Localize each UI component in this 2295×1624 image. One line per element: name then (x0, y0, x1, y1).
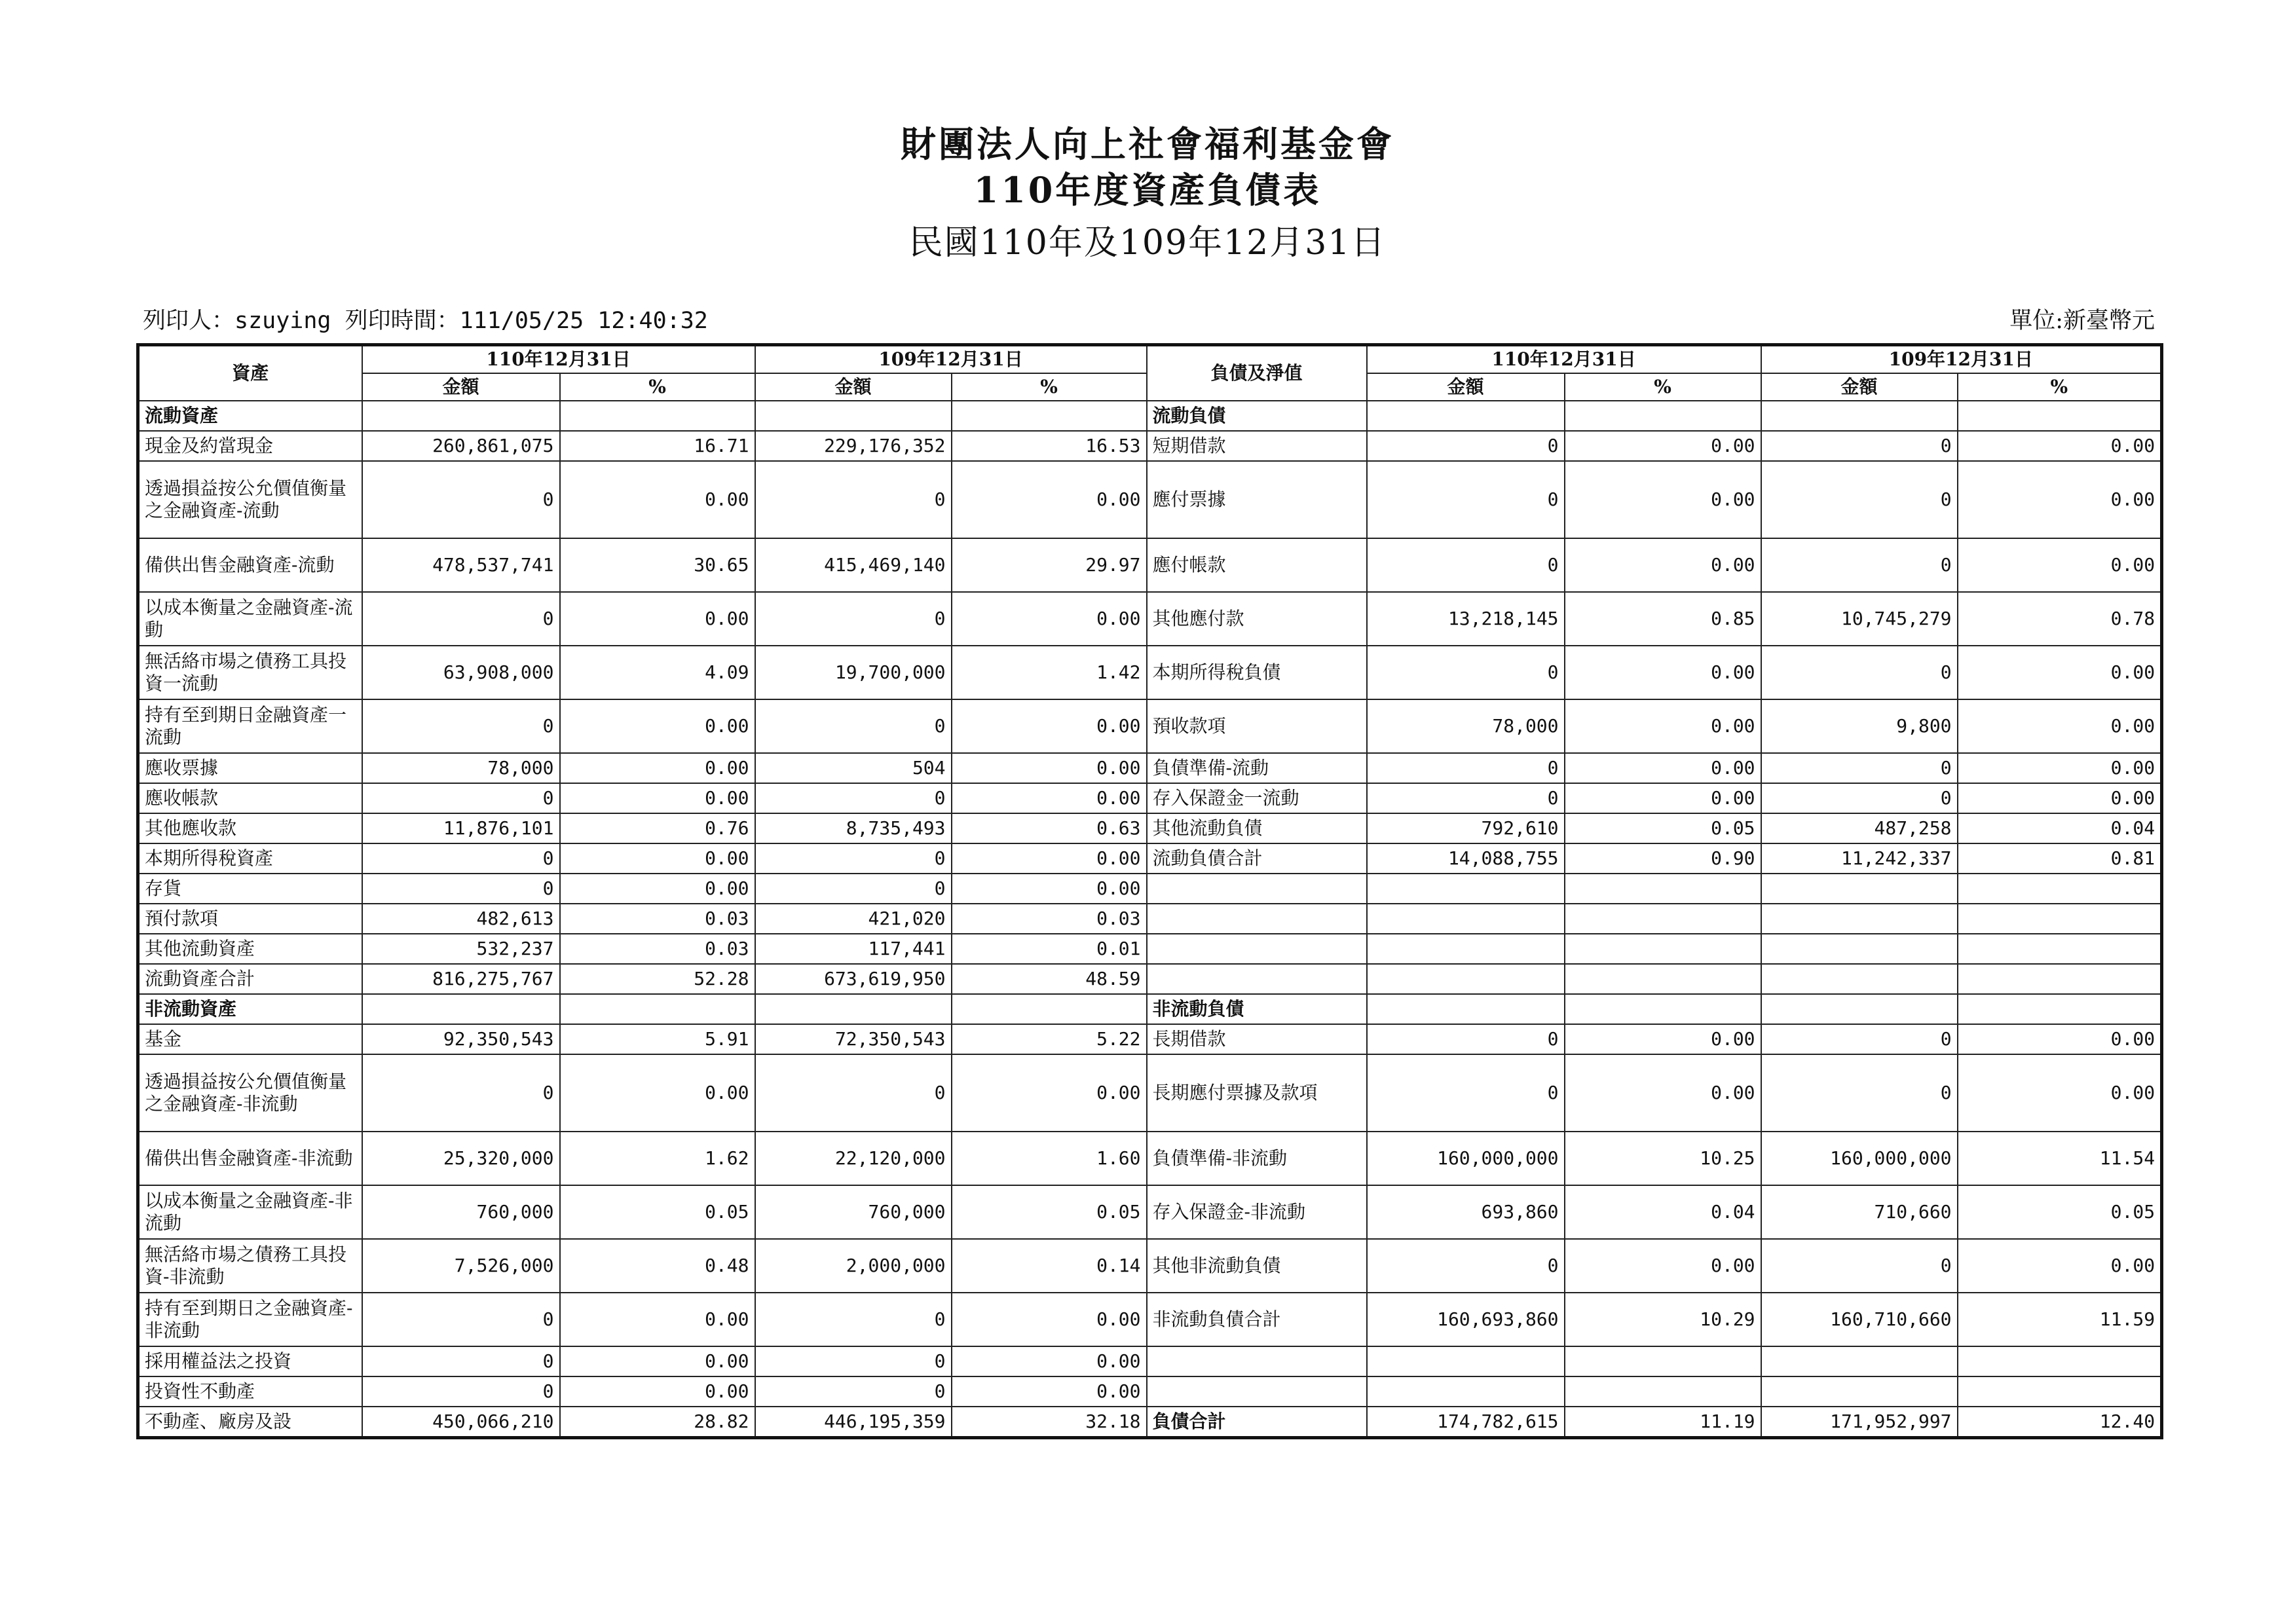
percent-109-cell: 0.00 (1958, 699, 2162, 753)
amount-109-cell (1761, 401, 1958, 431)
liability-label-cell: 其他應付款 (1147, 592, 1367, 646)
percent-110-cell: 0.00 (560, 1376, 755, 1407)
asset-label-cell: 非流動資產 (138, 994, 362, 1024)
amount-110-cell: 0 (362, 1376, 560, 1407)
asset-label-cell: 以成本衡量之金融資產-非流動 (138, 1185, 362, 1239)
percent-110-cell (1565, 401, 1761, 431)
percent-110-cell: 0.00 (1565, 753, 1761, 783)
amount-110-cell (1367, 904, 1565, 934)
amount-110-cell: 0 (362, 1054, 560, 1132)
percent-109-cell (1958, 994, 2162, 1024)
amount-110-cell: 174,782,615 (1367, 1407, 1565, 1438)
amount-109-cell: 0 (1761, 783, 1958, 813)
percent-109-cell: 32.18 (952, 1407, 1147, 1438)
asset-label-cell: 無活絡市場之債務工具投資-非流動 (138, 1239, 362, 1293)
percent-header: % (1565, 373, 1761, 401)
amount-110-cell: 0 (362, 843, 560, 874)
percent-110-cell: 52.28 (560, 964, 755, 994)
percent-109-cell: 0.81 (1958, 843, 2162, 874)
percent-110-cell (560, 401, 755, 431)
amount-110-cell: 92,350,543 (362, 1024, 560, 1054)
percent-109-cell (1958, 1376, 2162, 1407)
percent-110-cell: 10.25 (1565, 1132, 1761, 1185)
amount-109-cell: 0 (1761, 753, 1958, 783)
amount-109-cell: 0 (755, 1293, 952, 1346)
liability-label-cell: 存入保證金-非流動 (1147, 1185, 1367, 1239)
assets-110-header: 110年12月31日 (362, 345, 755, 374)
percent-110-cell (1565, 1376, 1761, 1407)
percent-109-cell: 0.00 (1958, 461, 2162, 538)
amount-109-cell (755, 401, 952, 431)
liability-label-cell: 其他流動負債 (1147, 813, 1367, 843)
percent-110-cell: 28.82 (560, 1407, 755, 1438)
liability-label-cell: 應付帳款 (1147, 538, 1367, 592)
liabilities-header: 負債及淨值 (1147, 345, 1367, 401)
amount-109-cell (1761, 874, 1958, 904)
percent-110-cell (560, 994, 755, 1024)
amount-109-cell: 0 (1761, 1024, 1958, 1054)
amount-110-cell: 63,908,000 (362, 646, 560, 699)
percent-109-cell: 0.00 (952, 1293, 1147, 1346)
amount-header: 金額 (755, 373, 952, 401)
amount-110-cell: 693,860 (1367, 1185, 1565, 1239)
asset-label-cell: 以成本衡量之金融資產-流動 (138, 592, 362, 646)
liability-label-cell (1147, 934, 1367, 964)
liability-label-cell: 存入保證金一流動 (1147, 783, 1367, 813)
liabilities-109-header: 109年12月31日 (1761, 345, 2162, 374)
amount-110-cell: 14,088,755 (1367, 843, 1565, 874)
percent-109-cell: 0.00 (1958, 538, 2162, 592)
percent-110-cell: 0.00 (1565, 1054, 1761, 1132)
percent-110-cell: 4.09 (560, 646, 755, 699)
asset-label-cell: 預付款項 (138, 904, 362, 934)
amount-header: 金額 (1367, 373, 1565, 401)
amount-109-cell (755, 994, 952, 1024)
percent-110-cell: 0.00 (1565, 538, 1761, 592)
percent-header: % (1958, 373, 2162, 401)
amount-109-cell: 0 (755, 592, 952, 646)
table-row (138, 874, 2162, 904)
asset-label-cell: 持有至到期日金融資產一流動 (138, 699, 362, 753)
amount-110-cell: 78,000 (1367, 699, 1565, 753)
amount-110-cell: 0 (1367, 753, 1565, 783)
amount-110-cell: 160,000,000 (1367, 1132, 1565, 1185)
amount-110-cell: 0 (362, 1346, 560, 1376)
liability-label-cell (1147, 1346, 1367, 1376)
percent-109-cell: 16.53 (952, 431, 1147, 461)
liability-label-cell: 長期借款 (1147, 1024, 1367, 1054)
percent-109-cell: 0.00 (952, 843, 1147, 874)
liability-label-cell: 短期借款 (1147, 431, 1367, 461)
amount-109-cell (1761, 1376, 1958, 1407)
percent-110-cell: 0.00 (560, 874, 755, 904)
amount-110-cell: 0 (362, 1293, 560, 1346)
table-row (138, 1054, 2162, 1132)
liability-label-cell: 本期所得稅負債 (1147, 646, 1367, 699)
amount-110-cell: 0 (1367, 783, 1565, 813)
percent-109-cell: 11.59 (1958, 1293, 2162, 1346)
amount-109-cell: 72,350,543 (755, 1024, 952, 1054)
amount-110-cell: 0 (1367, 538, 1565, 592)
amount-109-cell: 2,000,000 (755, 1239, 952, 1293)
percent-110-cell (1565, 994, 1761, 1024)
amount-109-cell: 0 (755, 1054, 952, 1132)
table-row (138, 461, 2162, 538)
percent-header: % (952, 373, 1147, 401)
percent-109-cell: 0.78 (1958, 592, 2162, 646)
amount-109-cell: 446,195,359 (755, 1407, 952, 1438)
amount-110-cell: 7,526,000 (362, 1239, 560, 1293)
asset-label-cell: 採用權益法之投資 (138, 1346, 362, 1376)
percent-109-cell (1958, 1346, 2162, 1376)
percent-110-cell: 0.03 (560, 904, 755, 934)
amount-110-cell (1367, 1346, 1565, 1376)
amount-109-cell: 9,800 (1761, 699, 1958, 753)
amount-110-cell (1367, 401, 1565, 431)
asset-label-cell: 基金 (138, 1024, 362, 1054)
amount-110-cell (1367, 934, 1565, 964)
table-row (138, 843, 2162, 874)
amount-109-cell (1761, 904, 1958, 934)
percent-109-cell (1958, 904, 2162, 934)
percent-109-cell: 12.40 (1958, 1407, 2162, 1438)
table-row (138, 1346, 2162, 1376)
percent-110-cell (1565, 964, 1761, 994)
percent-109-cell: 0.00 (952, 1346, 1147, 1376)
table-row (138, 646, 2162, 699)
asset-label-cell: 應收帳款 (138, 783, 362, 813)
amount-109-cell: 11,242,337 (1761, 843, 1958, 874)
amount-110-cell: 0 (1367, 1024, 1565, 1054)
percent-110-cell: 0.00 (1565, 461, 1761, 538)
percent-109-cell (952, 401, 1147, 431)
percent-109-cell: 0.14 (952, 1239, 1147, 1293)
liability-label-cell: 流動負債合計 (1147, 843, 1367, 874)
percent-109-cell (1958, 964, 2162, 994)
percent-110-cell: 0.05 (1565, 813, 1761, 843)
amount-110-cell: 760,000 (362, 1185, 560, 1239)
asset-label-cell: 存貨 (138, 874, 362, 904)
amount-110-cell: 0 (362, 592, 560, 646)
percent-110-cell: 16.71 (560, 431, 755, 461)
assets-109-header: 109年12月31日 (755, 345, 1147, 374)
amount-109-cell: 0 (1761, 646, 1958, 699)
percent-110-cell: 0.00 (1565, 1024, 1761, 1054)
amount-109-cell: 760,000 (755, 1185, 952, 1239)
asset-label-cell: 持有至到期日之金融資產-非流動 (138, 1293, 362, 1346)
amount-110-cell (1367, 1376, 1565, 1407)
percent-109-cell: 0.00 (952, 461, 1147, 538)
table-row (138, 783, 2162, 813)
percent-110-cell: 0.00 (1565, 699, 1761, 753)
amount-110-cell: 0 (1367, 431, 1565, 461)
table-row (138, 401, 2162, 431)
percent-110-cell: 0.00 (560, 1293, 755, 1346)
percent-109-cell: 0.00 (1958, 753, 2162, 783)
percent-110-cell: 0.00 (1565, 783, 1761, 813)
percent-110-cell: 0.00 (1565, 646, 1761, 699)
amount-110-cell: 0 (362, 699, 560, 753)
percent-110-cell: 0.00 (1565, 431, 1761, 461)
amount-109-cell: 22,120,000 (755, 1132, 952, 1185)
percent-109-cell: 0.00 (1958, 783, 2162, 813)
org-title: 財團法人向上社會福利基金會 (901, 123, 1394, 165)
percent-109-cell: 0.05 (1958, 1185, 2162, 1239)
amount-110-cell: 260,861,075 (362, 431, 560, 461)
liability-label-cell: 非流動負債合計 (1147, 1293, 1367, 1346)
liability-label-cell: 負債合計 (1147, 1407, 1367, 1438)
amount-109-cell: 504 (755, 753, 952, 783)
liabilities-110-header: 110年12月31日 (1367, 345, 1761, 374)
amount-109-cell: 8,735,493 (755, 813, 952, 843)
asset-label-cell: 應收票據 (138, 753, 362, 783)
amount-110-cell (362, 401, 560, 431)
amount-110-cell: 0 (362, 874, 560, 904)
balance-sheet-table (136, 343, 2163, 1439)
amount-109-cell (1761, 964, 1958, 994)
percent-110-cell: 5.91 (560, 1024, 755, 1054)
asset-label-cell: 投資性不動產 (138, 1376, 362, 1407)
percent-110-cell: 0.00 (560, 1346, 755, 1376)
amount-109-cell: 0 (755, 874, 952, 904)
amount-110-cell: 0 (1367, 461, 1565, 538)
amount-109-cell (1761, 934, 1958, 964)
percent-110-cell: 0.00 (560, 592, 755, 646)
amount-109-cell: 415,469,140 (755, 538, 952, 592)
asset-label-cell: 備供出售金融資產-流動 (138, 538, 362, 592)
amount-109-cell: 229,176,352 (755, 431, 952, 461)
percent-109-cell: 0.05 (952, 1185, 1147, 1239)
percent-109-cell: 0.00 (952, 1054, 1147, 1132)
percent-110-cell: 0.00 (560, 843, 755, 874)
percent-109-cell: 0.01 (952, 934, 1147, 964)
percent-110-cell: 0.05 (560, 1185, 755, 1239)
table-row (138, 1407, 2162, 1438)
percent-109-cell: 11.54 (1958, 1132, 2162, 1185)
currency-unit: 單位:新臺幣元 (2009, 308, 2155, 334)
percent-110-cell: 0.00 (560, 753, 755, 783)
amount-110-cell (1367, 994, 1565, 1024)
liability-label-cell (1147, 874, 1367, 904)
amount-109-cell: 0 (755, 843, 952, 874)
table-row (138, 904, 2162, 934)
percent-110-cell: 0.48 (560, 1239, 755, 1293)
liability-label-cell (1147, 964, 1367, 994)
table-row (138, 1024, 2162, 1054)
percent-109-cell: 1.42 (952, 646, 1147, 699)
percent-110-cell: 0.00 (1565, 1239, 1761, 1293)
percent-109-cell: 0.00 (1958, 431, 2162, 461)
percent-110-cell (1565, 904, 1761, 934)
table-row (138, 1239, 2162, 1293)
asset-label-cell: 流動資產 (138, 401, 362, 431)
amount-109-cell: 0 (755, 461, 952, 538)
amount-109-cell: 421,020 (755, 904, 952, 934)
percent-109-cell: 0.00 (1958, 1054, 2162, 1132)
amount-110-cell (362, 994, 560, 1024)
percent-110-cell: 0.00 (560, 461, 755, 538)
assets-header: 資產 (138, 345, 362, 401)
asset-label-cell: 其他流動資產 (138, 934, 362, 964)
asset-label-cell: 現金及約當現金 (138, 431, 362, 461)
percent-110-cell: 0.85 (1565, 592, 1761, 646)
percent-109-cell: 0.00 (1958, 1239, 2162, 1293)
asset-label-cell: 無活絡市場之債務工具投資一流動 (138, 646, 362, 699)
percent-110-cell (1565, 934, 1761, 964)
amount-109-cell: 19,700,000 (755, 646, 952, 699)
percent-109-cell: 0.00 (952, 753, 1147, 783)
liability-label-cell: 長期應付票據及款項 (1147, 1054, 1367, 1132)
percent-109-cell (1958, 401, 2162, 431)
amount-109-cell: 673,619,950 (755, 964, 952, 994)
percent-110-cell: 0.00 (560, 1054, 755, 1132)
liability-label-cell: 應付票據 (1147, 461, 1367, 538)
percent-header: % (560, 373, 755, 401)
liability-label-cell (1147, 1376, 1367, 1407)
asset-label-cell: 備供出售金融資產-非流動 (138, 1132, 362, 1185)
percent-109-cell: 0.00 (952, 592, 1147, 646)
table-row (138, 1293, 2162, 1346)
table-row (138, 813, 2162, 843)
amount-109-cell: 710,660 (1761, 1185, 1958, 1239)
percent-109-cell (1958, 874, 2162, 904)
amount-109-cell: 117,441 (755, 934, 952, 964)
percent-110-cell: 0.76 (560, 813, 755, 843)
amount-110-cell: 478,537,741 (362, 538, 560, 592)
percent-110-cell: 30.65 (560, 538, 755, 592)
amount-110-cell: 13,218,145 (1367, 592, 1565, 646)
table-row (138, 431, 2162, 461)
amount-110-cell: 11,876,101 (362, 813, 560, 843)
percent-110-cell: 11.19 (1565, 1407, 1761, 1438)
amount-109-cell: 0 (1761, 538, 1958, 592)
percent-109-cell: 0.63 (952, 813, 1147, 843)
amount-110-cell: 160,693,860 (1367, 1293, 1565, 1346)
liability-label-cell: 非流動負債 (1147, 994, 1367, 1024)
liability-label-cell: 流動負債 (1147, 401, 1367, 431)
asset-label-cell: 本期所得稅資產 (138, 843, 362, 874)
percent-110-cell: 0.00 (560, 783, 755, 813)
percent-109-cell: 29.97 (952, 538, 1147, 592)
asset-label-cell: 透過損益按公允價值衡量之金融資產-非流動 (138, 1054, 362, 1132)
amount-109-cell: 160,710,660 (1761, 1293, 1958, 1346)
amount-109-cell: 0 (755, 699, 952, 753)
amount-110-cell (1367, 874, 1565, 904)
asset-label-cell: 不動產、廠房及設 (138, 1407, 362, 1438)
liability-label-cell (1147, 904, 1367, 934)
percent-110-cell: 1.62 (560, 1132, 755, 1185)
amount-109-cell: 0 (755, 1376, 952, 1407)
percent-109-cell: 0.00 (952, 1376, 1147, 1407)
percent-110-cell (1565, 874, 1761, 904)
table-row (138, 934, 2162, 964)
amount-header: 金額 (362, 373, 560, 401)
report-period: 民國110年及109年12月31日 (908, 223, 1387, 263)
percent-110-cell: 0.03 (560, 934, 755, 964)
amount-109-cell: 0 (1761, 1054, 1958, 1132)
percent-110-cell (1565, 1346, 1761, 1376)
amount-110-cell: 0 (1367, 1239, 1565, 1293)
amount-110-cell: 0 (1367, 646, 1565, 699)
amount-109-cell (1761, 1346, 1958, 1376)
liability-label-cell: 其他非流動負債 (1147, 1239, 1367, 1293)
table-row (138, 964, 2162, 994)
table-row (138, 1376, 2162, 1407)
percent-109-cell: 0.04 (1958, 813, 2162, 843)
asset-label-cell: 流動資產合計 (138, 964, 362, 994)
percent-110-cell: 0.00 (560, 699, 755, 753)
percent-109-cell: 0.03 (952, 904, 1147, 934)
amount-109-cell: 487,258 (1761, 813, 1958, 843)
amount-110-cell: 816,275,767 (362, 964, 560, 994)
amount-110-cell: 0 (362, 461, 560, 538)
table-row (138, 538, 2162, 592)
asset-label-cell: 其他應收款 (138, 813, 362, 843)
percent-109-cell: 0.00 (952, 699, 1147, 753)
amount-109-cell: 0 (1761, 461, 1958, 538)
amount-110-cell: 0 (1367, 1054, 1565, 1132)
report-title: 110年度資產負債表 (973, 169, 1322, 211)
amount-109-cell: 0 (755, 1346, 952, 1376)
percent-109-cell (952, 994, 1147, 1024)
percent-110-cell: 10.29 (1565, 1293, 1761, 1346)
liability-label-cell: 負債準備-非流動 (1147, 1132, 1367, 1185)
percent-110-cell: 0.90 (1565, 843, 1761, 874)
percent-109-cell: 0.00 (1958, 1024, 2162, 1054)
percent-109-cell: 1.60 (952, 1132, 1147, 1185)
asset-label-cell: 透過損益按公允價值衡量之金融資產-流動 (138, 461, 362, 538)
table-row (138, 592, 2162, 646)
amount-109-cell: 160,000,000 (1761, 1132, 1958, 1185)
amount-109-cell: 171,952,997 (1761, 1407, 1958, 1438)
amount-110-cell: 25,320,000 (362, 1132, 560, 1185)
amount-header: 金額 (1761, 373, 1958, 401)
amount-110-cell: 792,610 (1367, 813, 1565, 843)
table-row (138, 1132, 2162, 1185)
amount-109-cell: 0 (755, 783, 952, 813)
percent-109-cell: 5.22 (952, 1024, 1147, 1054)
percent-109-cell: 0.00 (952, 783, 1147, 813)
percent-109-cell: 0.00 (1958, 646, 2162, 699)
print-info: 列印人：szuying 列印時間：111/05/25 12:40:32 (143, 308, 708, 334)
amount-109-cell: 0 (1761, 431, 1958, 461)
amount-110-cell: 532,237 (362, 934, 560, 964)
table-row (138, 699, 2162, 753)
percent-109-cell: 0.00 (952, 874, 1147, 904)
percent-109-cell (1958, 934, 2162, 964)
amount-110-cell: 78,000 (362, 753, 560, 783)
amount-109-cell: 10,745,279 (1761, 592, 1958, 646)
amount-109-cell: 0 (1761, 1239, 1958, 1293)
table-row (138, 1185, 2162, 1239)
percent-110-cell: 0.04 (1565, 1185, 1761, 1239)
amount-110-cell: 450,066,210 (362, 1407, 560, 1438)
amount-110-cell: 482,613 (362, 904, 560, 934)
liability-label-cell: 負債準備-流動 (1147, 753, 1367, 783)
amount-110-cell (1367, 964, 1565, 994)
amount-110-cell: 0 (362, 783, 560, 813)
table-row (138, 753, 2162, 783)
amount-109-cell (1761, 994, 1958, 1024)
percent-109-cell: 48.59 (952, 964, 1147, 994)
table-row (138, 994, 2162, 1024)
liability-label-cell: 預收款項 (1147, 699, 1367, 753)
